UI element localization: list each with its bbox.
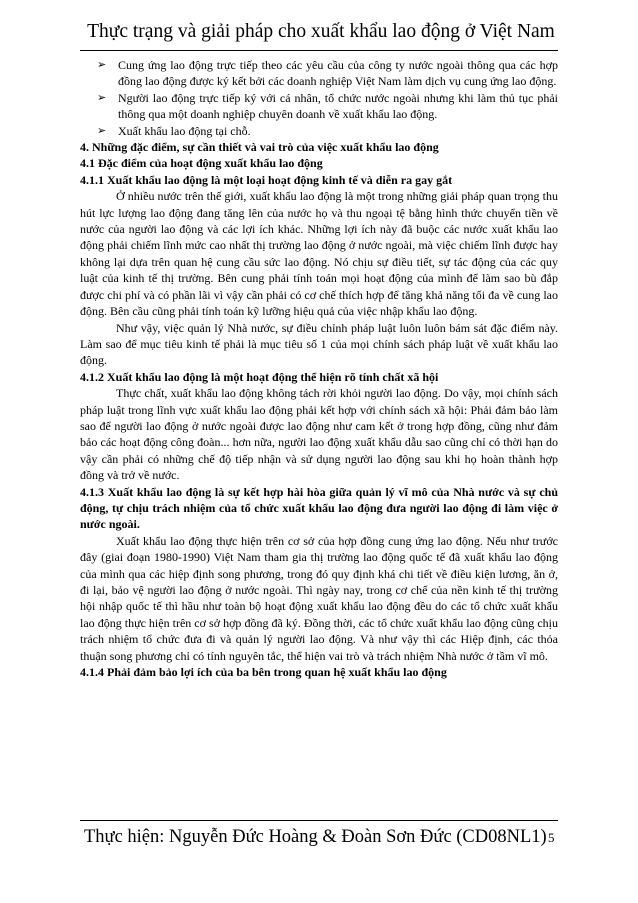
list-item bbox=[80, 57, 558, 90]
paragraph: Như vậy, việc quản lý Nhà nước, sự điều chỉnh pháp luật luôn luôn bám sát đặc điểm này. Làm sao để mục tiêu kinh tế phải là mục tiêu số 1 của mọi chính sách pháp luật về xuất khẩu lao động. bbox=[80, 320, 558, 368]
bullet-list bbox=[80, 57, 558, 139]
footer-author-line: Thực hiện: Nguyễn Đức Hoàng & Đoàn Sơn Đức (CD08NL1) bbox=[84, 827, 547, 847]
arrow-bullet-icon: ➢ bbox=[97, 90, 107, 104]
section-heading-4-1-1: 4.1.1 Xuất khẩu lao động là một loại hoạt động kinh tế và diễn ra gay gắt bbox=[80, 172, 453, 187]
arrow-bullet-icon: ➢ bbox=[97, 123, 107, 137]
list-item-text: Người lao động trực tiếp ký với cá nhân, tổ chức nước ngoài nhưng khi làm thủ tục phải thông qua một doanh nghiệp chuyên doanh về xuất khẩu lao động. bbox=[118, 90, 558, 122]
header-divider bbox=[80, 50, 558, 51]
section-heading-4-1: 4.1 Đặc điểm của hoạt động xuất khẩu lao động bbox=[80, 156, 323, 171]
page-number: 5 bbox=[548, 830, 555, 845]
document-body bbox=[80, 57, 558, 680]
list-item-text: Xuất khẩu lao động tại chỗ. bbox=[118, 123, 251, 138]
section-heading-4-1-2: 4.1.2 Xuất khẩu lao động là một hoạt động thể hiện rõ tính chất xã hội bbox=[80, 369, 439, 384]
paragraph: Ở nhiều nước trên thế giới, xuất khẩu lao động là một trong những giải pháp quan trọng thu hút lực lượng lao động đang tăng lên của nước họ và thu ngoại tệ bằng hình thức chuyển tiền về nước của người lao động và các lợi ích khác. Những lợi ích này đã buộc các nước xuất khẩu lao động phải chiếm lĩnh mức cao nhất thị trường lao động ở nước ngoài, mà việc chiếm lĩnh được hay không lại dựa trên quan hệ cung cầu sức lao động. Nó chịu sự điều tiết, sự tác động của các quy luật của kinh tế thị trường. Bên cung phải tính toán mọi hoạt động của mình để làm sao bù đắp được chi phí và có phần lãi vì vậy cần phải có cơ chế thích hợp để tăng khả năng tối đa về cung lao động. Bên cầu cũng phải tính toán kỹ lưỡng hiệu quả của việc nhập khẩu lao động. bbox=[80, 189, 558, 319]
footer-divider bbox=[80, 820, 558, 821]
list-item bbox=[80, 90, 558, 123]
section-heading-4: 4. Những đặc điểm, sự cần thiết và vai trò của việc xuất khẩu lao động bbox=[80, 140, 439, 155]
paragraph: Xuất khẩu lao động thực hiện trên cơ sở của hợp đồng cung ứng lao động. Nếu như trước đây (giai đoạn 1980-1990) Việt Nam tham gia thị trường lao động quốc tế đã xuất khẩu lao động của mình qua các hiệp định song phương, trong đó quy định khá chi tiết về điều kiện lương, ăn ở, đi lại, bảo vệ người lao động ở nước ngoài. Thì ngày nay, trong cơ chế của nền kinh tế thị trường hội nhập quốc tế thì hầu như toàn bộ hoạt động xuất khẩu lao động đều do các tổ chức xuất khẩu lao động thực hiện trên cơ sở hợp đồng đã ký. Đồng thời, các tổ chức xuất khẩu lao động cũng chịu trách nhiệm tổ chức đưa đi và quản lý người lao động. Và như vậy thì các Hiệp định, các thỏa thuận song phương chỉ có tính nguyên tắc, thể hiện vai trò và trách nhiệm Nhà nước ở tầm vĩ mô. bbox=[80, 533, 558, 663]
list-item bbox=[80, 123, 558, 139]
section-heading-4-1-4: 4.1.4 Phải đảm bảo lợi ích của ba bên trong quan hệ xuất khẩu lao động bbox=[80, 665, 447, 680]
page-header-title: Thực trạng và giải pháp cho xuất khẩu lao động ở Việt Nam bbox=[87, 21, 555, 42]
arrow-bullet-icon: ➢ bbox=[97, 58, 107, 71]
paragraph: Thực chất, xuất khẩu lao động không tách rời khỏi người lao động. Do vậy, mọi chính sách pháp luật trong lĩnh vực xuất khẩu lao động phải kết hợp với chính sách xã hội: Phải đảm bảo làm sao để người lao động ở nước ngoài được lao động như cam kết ở trong hợp đồng, cũng như đảm bảo các hoạt động công đoàn... hơn nữa, người lao động xuất khẩu dẫu sao cũng chỉ có thời hạn do vậy cần phải có những chế độ tiếp nhận và sử dụng người lao động sau khi họ hoàn thành hợp đồng và trở về nước. bbox=[80, 386, 558, 483]
list-item-text: Cung ứng lao động trực tiếp theo các yêu cầu của công ty nước ngoài thông qua các hợp đồng lao động được ký kết bởi các doanh nghiệp Việt Nam làm dịch vụ cung ứng lao động. bbox=[118, 58, 558, 89]
section-heading-4-1-3: 4.1.3 Xuất khẩu lao động là sự kết hợp hài hòa giữa quản lý vĩ mô của Nhà nước và sự chủ động, tự chịu trách nhiệm của tổ chức xuất khẩu lao động đưa người lao động đi làm việc ở nước ngoài. bbox=[80, 484, 558, 532]
